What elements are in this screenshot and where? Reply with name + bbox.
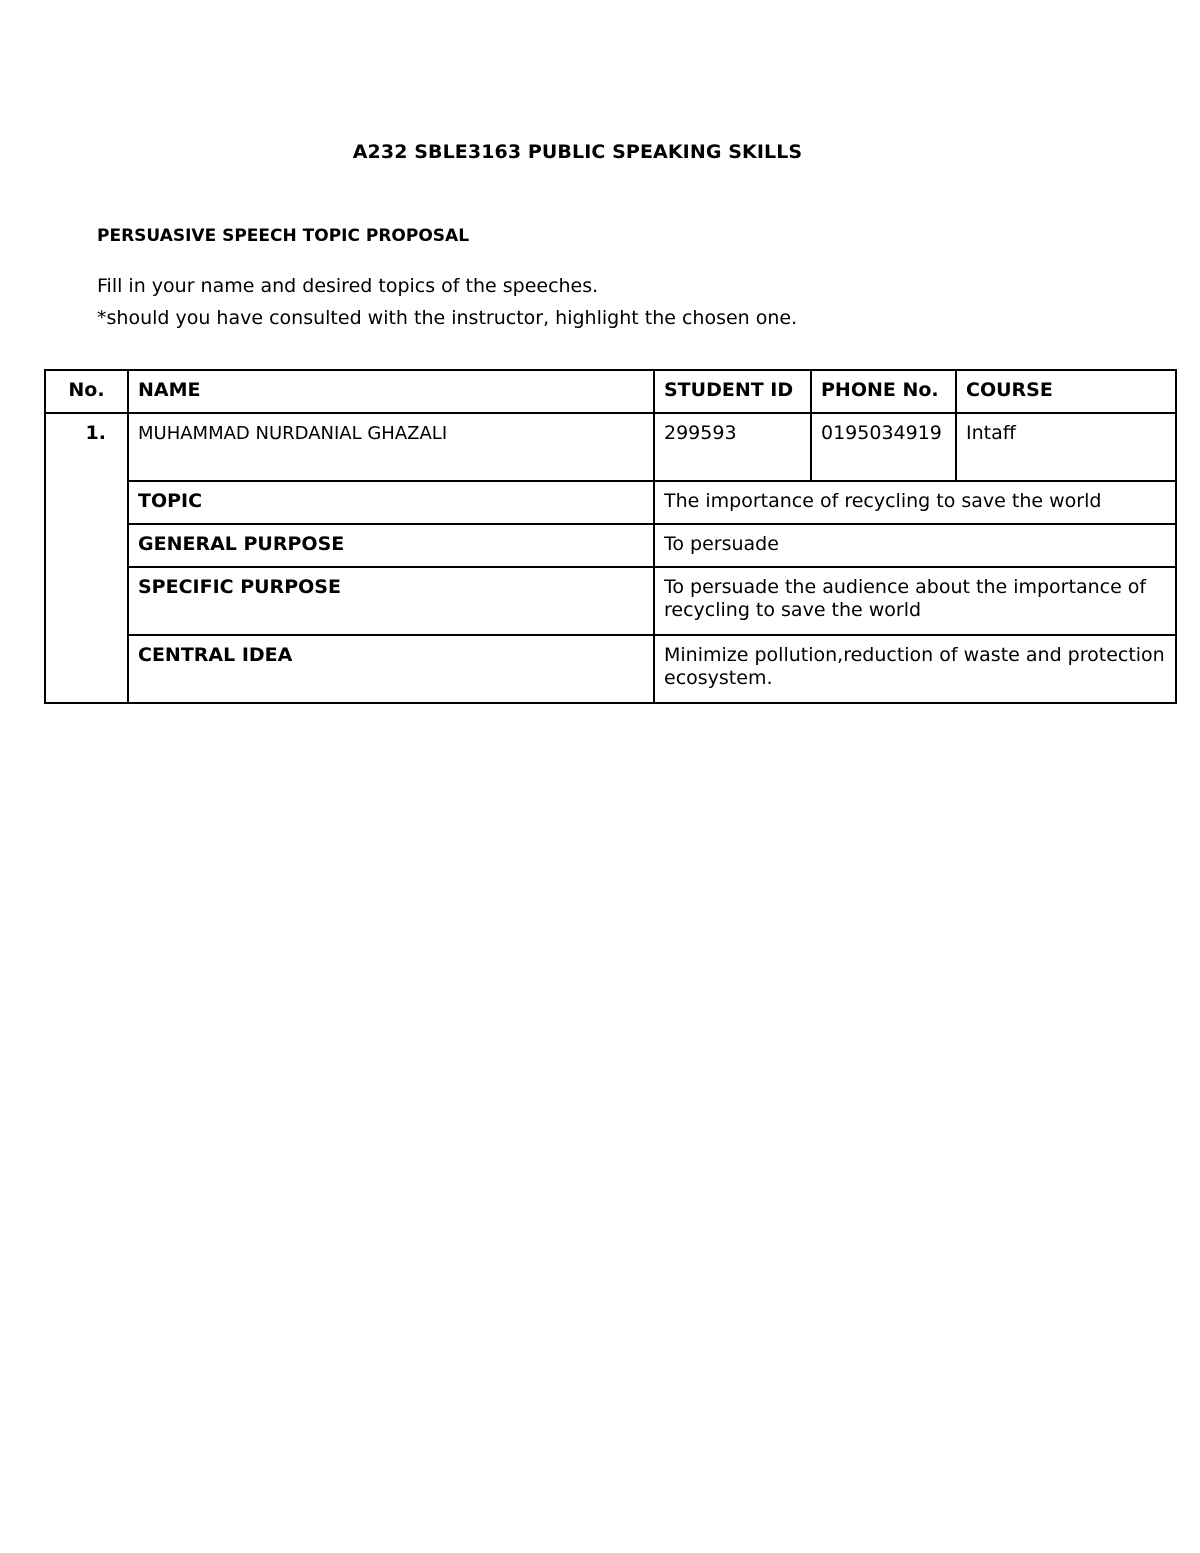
entry-name: MUHAMMAD NURDANIAL GHAZALI <box>128 413 654 481</box>
topic-value: The importance of recycling to save the world <box>654 481 1176 524</box>
instruction-line-1: Fill in your name and desired topics of the speeches. <box>97 275 599 297</box>
specific-purpose-label: SPECIFIC PURPOSE <box>128 567 654 635</box>
instruction-line-2: *should you have consulted with the instructor, highlight the chosen one. <box>97 307 798 329</box>
entry-student-id: 299593 <box>654 413 811 481</box>
header-no: No. <box>45 370 128 413</box>
general-purpose-label: GENERAL PURPOSE <box>128 524 654 567</box>
entry-phone: 0195034919 <box>811 413 956 481</box>
table-row <box>45 413 1176 481</box>
header-course: COURSE <box>956 370 1176 413</box>
general-purpose-value: To persuade <box>654 524 1176 567</box>
specific-purpose-value: To persuade the audience about the importance of recycling to save the world <box>654 567 1176 635</box>
proposal-table <box>44 369 1177 704</box>
table-row <box>45 567 1176 635</box>
header-student-id: STUDENT ID <box>654 370 811 413</box>
topic-label: TOPIC <box>128 481 654 524</box>
table-header-row <box>45 370 1176 413</box>
table-row <box>45 524 1176 567</box>
table-row <box>45 635 1176 703</box>
central-idea-value: Minimize pollution,reduction of waste and protection ecosystem. <box>654 635 1176 703</box>
document-title: A232 SBLE3163 PUBLIC SPEAKING SKILLS <box>352 141 803 163</box>
header-name: NAME <box>128 370 654 413</box>
header-phone: PHONE No. <box>811 370 956 413</box>
entry-number: 1. <box>45 413 128 703</box>
central-idea-label: CENTRAL IDEA <box>128 635 654 703</box>
entry-course: Intaff <box>956 413 1176 481</box>
table-row <box>45 481 1176 524</box>
section-heading: PERSUASIVE SPEECH TOPIC PROPOSAL <box>97 226 470 246</box>
